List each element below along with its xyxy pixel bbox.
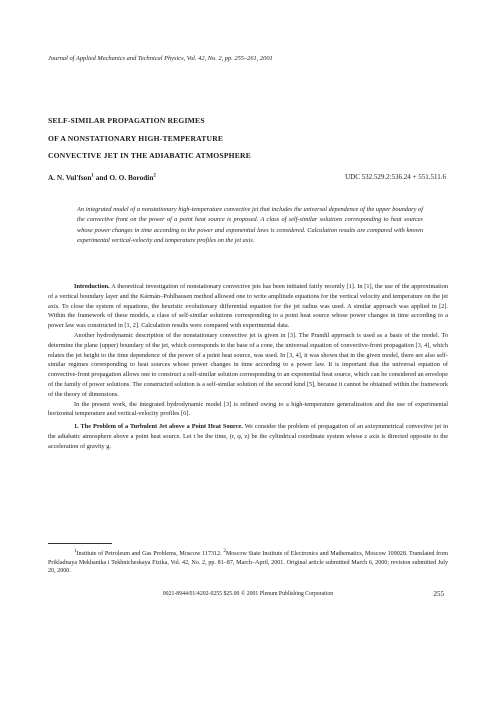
intro-paragraph-3: In the present work, the integrated hydrodynamic model [3] is refined owing to a high-temperature generalization and the use of experimental horizontal temperature and vertical-velocity profiles [6]. <box>48 400 448 418</box>
udc-code: UDC 532.529.2:536.24 + 551.511.6 <box>345 173 446 181</box>
intro-heading: Introduction. <box>74 283 110 290</box>
title-line-1: SELF-SIMILAR PROPAGATION REGIMES <box>48 116 205 125</box>
author-1-affiliation-mark: 1 <box>91 173 94 179</box>
section-1-paragraph <box>48 422 448 451</box>
footnote-2-mark: 2 <box>223 549 226 554</box>
title-line-2: OF A NONSTATIONARY HIGH-TEMPERATURE <box>48 133 224 143</box>
article-title <box>48 112 448 165</box>
author-2: O. O. Borodin <box>109 173 154 182</box>
author-connector: and <box>93 173 110 182</box>
footnote-2-text: Moscow State Institute of Electronics and Mathematics, Moscow 109028. Translated from Prikladnaya Mekhanika i Tekhnicheskaya Fizika, Vol. 42, No. 2, pp. 81–87, March–April, 2001. Original article submitted March 6, 2000; revision submitted July 20, 2000. <box>48 551 448 575</box>
journal-citation: Journal of Applied Mechanics and Technical Physics, Vol. 42, No. 2, pp. 255–261, 2001 <box>48 55 273 62</box>
intro-paragraph-1 <box>48 282 448 331</box>
section-1-text: We consider the problem of propagation of an axisymmetrical convective jet in the adiabatic atmosphere above a point heat source. Let t be the time, (r, φ, z) be the cylindrical coordinate system whose z axis is directed opposite to the acceleration of gravity g. <box>48 423 448 450</box>
abstract: An integrated model of a nonstationary high-temperature convective jet that includes the universal dependence of the upper boundary of the convective front on the power of a point heat source is proposed. A class of self-similar solutions corresponding to heat sources whose power changes in time according to the power and exponential laws is considered. Calculation results are compared with known experimental vertical-velocity and temperature profiles on the jet axis. <box>77 206 423 245</box>
author-list <box>48 173 156 182</box>
intro-paragraph-1-text: A theoretical investigation of nonstationary convective jets has been initiated fairly recently [1]. In [1], the use of the approximation of a vertical boundary layer and the Kármán–Pohlhausen method allowed one to write amplitude equations for the vertical velocity and temperature on the jet axis. To close the system of equations, the heuristic evolutionary differential equation for the jet radius was used. A similar approach was applied in [2]. Within the framework of these models, a class of self-similar solutions corresponding to a point heat source whose power changes in time according to a power law was constructed in [1, 2]. Calculation results were compared with experimental data. <box>48 283 448 330</box>
footnote-divider <box>48 543 112 544</box>
section-1-heading: 1. The Problem of a Turbulent Jet above a Point Heat Source. <box>74 423 243 431</box>
article-body <box>48 282 448 452</box>
footnotes <box>48 548 448 576</box>
footnote-1-mark: 1 <box>74 549 77 554</box>
footnote-1-text: Institute of Petroleum and Gas Problems, Moscow 117312. <box>76 551 224 558</box>
intro-paragraph-2: Another hydrodynamic description of the nonstationary convective jet is given in [3]. The Prandtl approach is used as a basis of the model. To determine the plane (upper) boundary of the jet, which corresponds to the base of a cone, the universal equation of convective-front propagation [3, 4], which relates the jet height to the time dependence of the power of a point heat source, was used. In [3, 4], it was shown that in the given model, there are also self-similar regimes corresponding to heat sources whose power changes in time according to a power law. It is important that the universal equation of convective-front propagation allows one to construct a self-similar solution corresponding to an exponential heat source, which can be considered an envelope of the family of power solutions. The constructed solution is a self-similar solution of the second kind [5], because it cannot be obtained within the framework of the theory of dimensions. <box>48 331 448 398</box>
title-line-3: CONVECTIVE JET IN THE ADIABATIC ATMOSPHERE <box>48 151 251 160</box>
author-2-affiliation-mark: 2 <box>153 173 156 179</box>
copyright-line: 0021-8944/01/4202-0255 $25.00 © 2001 Plenum Publishing Corporation <box>162 591 334 597</box>
page-number: 255 <box>433 590 444 598</box>
author-1: A. N. Vul'fson <box>48 173 92 182</box>
